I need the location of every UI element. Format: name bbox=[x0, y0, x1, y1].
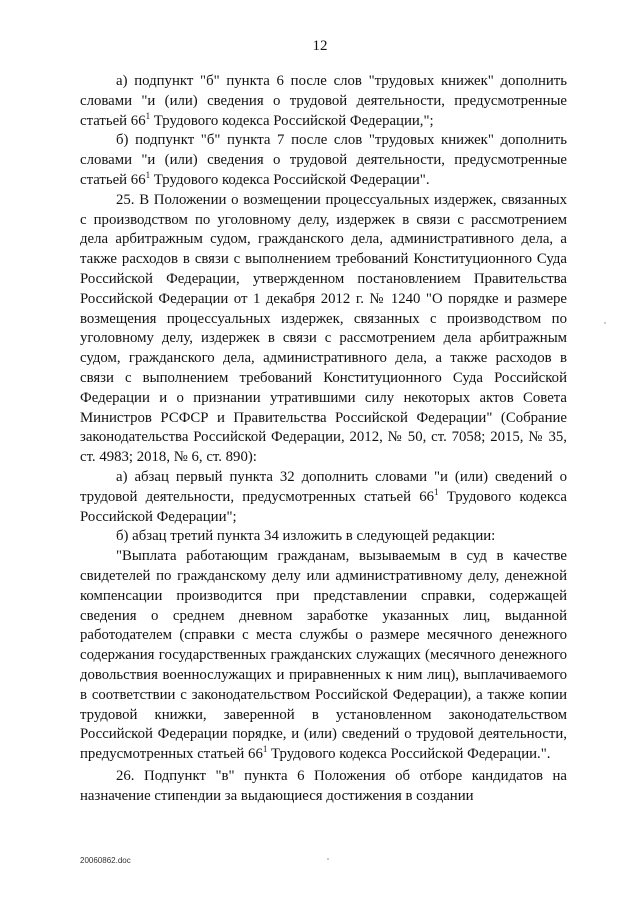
document-body bbox=[80, 72, 567, 806]
paragraph-26: 26. Подпункт "в" пункта 6 Положения об отборе кандидатов на назначение стипендии за выдающиеся достижения в создании bbox=[80, 767, 567, 804]
scan-speck bbox=[327, 858, 329, 860]
paragraph-a-item-32: а) абзац первый пункта 32 дополнить словами "и (или) сведений о трудовой деятельности, предусмотренных статьей $66^1$ Трудового кодекса Российской Федерации"; bbox=[80, 468, 567, 525]
paragraph-a-item-6: а) подпункт "б" пункта 6 после слов "трудовых книжек" дополнить словами "и (или) сведения о трудовой деятельности, предусмотренные статьей $66^1$ Трудового кодекса Российской Федерации,"; bbox=[80, 73, 567, 129]
page-number: 12 bbox=[312, 38, 328, 54]
paragraph-25: 25. В Положении о возмещении процессуальных издержек, связанных с производством по уголовному делу, издержек в связи с рассмотрением дела арбитражным судом, гражданского дела, административного дела, а также расходов в связи с выполнением требований Конституционного Суда Российской Федерации, утвержденном постановлением Правительства Российской Федерации от 1 декабря 2012 г. № 1240 "О порядке и размере возмещения процессуальных издержек, связанных с производством по уголовному делу, издержек в связи с рассмотрением дела арбитражным судом, гражданского дела, административного дела, а также расходов в связи с выполнением требований Конституционного Суда Российской Федерации и о признании утратившими силу некоторых актов Совета Министров РСФСР и Правительства Российской Федерации" (Собрание законодательства Российской Федерации, 2012, № 50, ст. 7058; 2015, № 35, ст. 4983; 2018, № 6, ст. 890): bbox=[80, 191, 567, 466]
document-file-code: 20060862.doc bbox=[80, 856, 131, 865]
paragraph-quoted-payment-rule: "Выплата работающим гражданам, вызываемым в суд в качестве свидетелей по гражданскому делу или административному делу, денежной компенсации производится при представлении справки, содержащей сведения о среднем дневном заработке указанных лиц, выданной работодателем (справки с места службы о размере месячного денежного содержания государственных гражданских служащих (месячного денежного довольствия военнослужащих и приравненных к ним лиц), выплачиваемого в соответствии с законодательством Российской Федерации), а также копии трудовой книжки, заверенной в установленном законодательством Российской Федерации порядке, и (или) сведений о трудовой деятельности, предусмотренных статьей $66^1$ Трудового кодекса Российской Федерации.". bbox=[80, 548, 567, 763]
paragraph-b-item-7: б) подпункт "б" пункта 7 после слов "трудовых книжек" дополнить словами "и (или) сведения о трудовой деятельности, предусмотренные статьей $66^1$ Трудового кодекса Российской Федерации". bbox=[80, 132, 567, 188]
scan-speck bbox=[604, 322, 606, 324]
paragraph-b-item-34: б) абзац третий пункта 34 изложить в следующей редакции: bbox=[116, 528, 496, 545]
